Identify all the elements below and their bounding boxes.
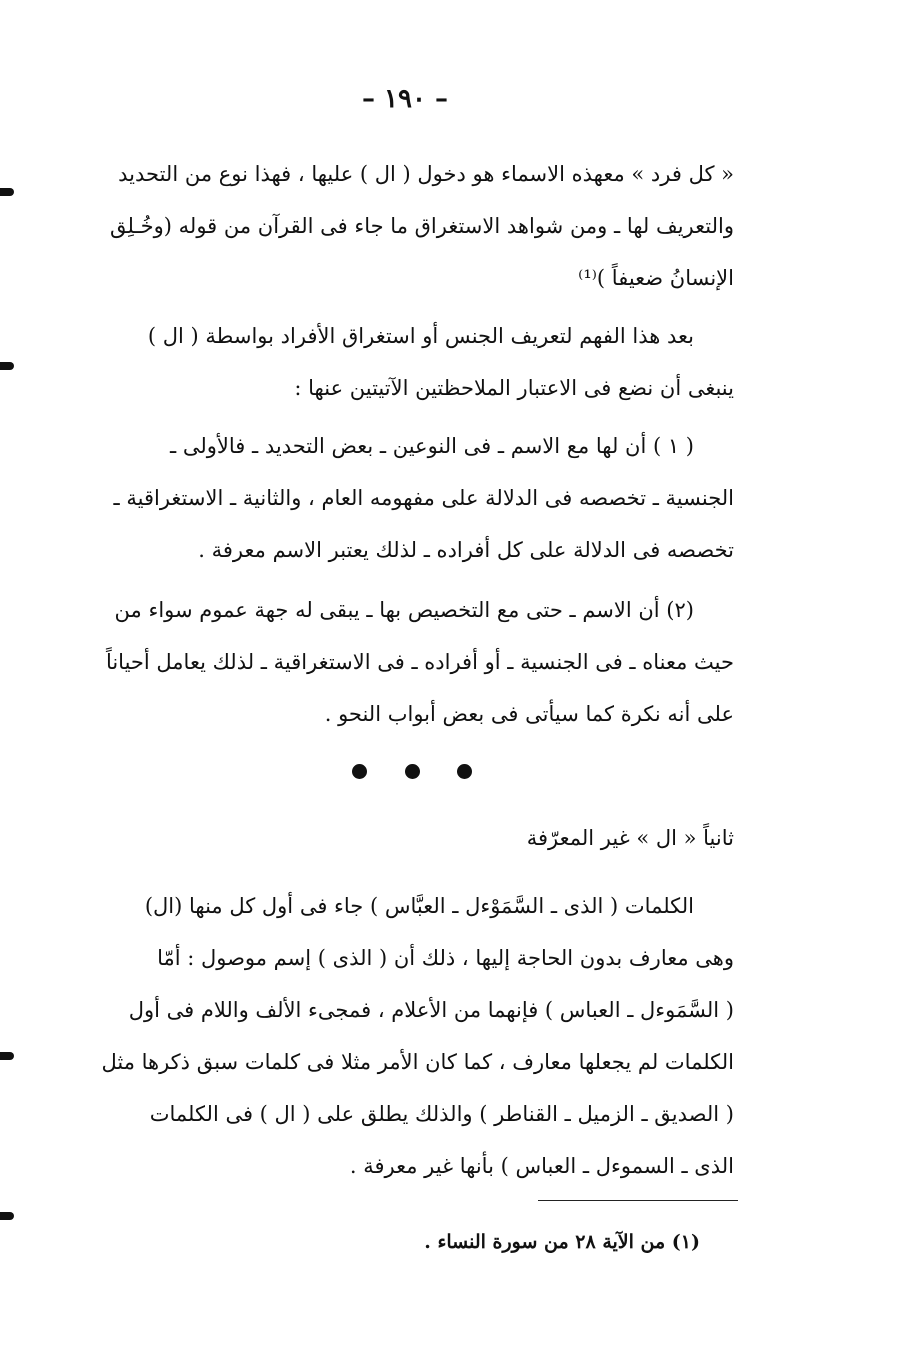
binding-mark	[0, 362, 14, 370]
note-item-2	[88, 584, 734, 744]
text-line: (٢) أن الاسم ـ حتى مع التخصيص بها ـ يبقى له جهة عموم سواء من	[114, 598, 694, 622]
binding-mark	[0, 1212, 14, 1220]
text-line: حيث معناه ـ فى الجنسية ـ أو أفراده ـ فى الاستغراقية ـ لذلك يعامل أحياناً	[105, 650, 734, 674]
text-line: ينبغى أن نضع فى الاعتبار الملاحظتين الآتيتين عنها :	[294, 376, 734, 400]
binding-mark	[0, 1052, 14, 1060]
paragraph-5	[88, 880, 734, 1178]
text-line: وهى معارف بدون الحاجة إليها ، ذلك أن ( الذى ) إسم موصول : أمّا	[157, 946, 734, 970]
page-number: – ١٩٠ –	[361, 84, 449, 114]
text-line: الجنسية ـ تخصصه فى الدلالة على مفهومه العام ، والثانية ـ الاستغراقية ـ	[113, 486, 734, 510]
separator-dot	[352, 764, 367, 779]
text-line: الكلمات لم يجعلها معارف ، كما كان الأمر مثلا فى كلمات سبق ذكرها مثل	[101, 1050, 734, 1074]
text-line: بعد هذا الفهم لتعريف الجنس أو استغراق الأفراد بواسطة ( ال )	[147, 324, 694, 348]
text-line: ( ١ ) أن لها مع الاسم ـ فى النوعين ـ بعض التحديد ـ فالأولى ـ	[170, 434, 694, 458]
footnote: (١) من الآية ٢٨ من سورة النساء .	[424, 1231, 700, 1253]
text-line: الإنسانُ ضعيفاً )⁽¹⁾	[578, 266, 734, 290]
section-separator	[352, 760, 472, 782]
paragraph-2	[88, 310, 734, 416]
text-line: ( الصديق ـ الزميل ـ القناطر ) والذلك يطلق على ( ال ) فى الكلمات	[149, 1102, 734, 1126]
note-item-1	[88, 420, 734, 580]
section-heading: ثانياً « ال » غير المعرّفة	[526, 826, 734, 850]
footnote-divider	[538, 1200, 738, 1201]
text-line: ( السَّمَوءل ـ العباس ) فإنهما من الأعلام ، فمجىء الألف واللام فى أول	[128, 998, 734, 1022]
text-line: على أنه نكرة كما سيأتى فى بعض أبواب النحو .	[324, 702, 734, 726]
separator-dot	[457, 764, 472, 779]
binding-mark	[0, 188, 14, 196]
text-line: تخصصه فى الدلالة على كل أفراده ـ لذلك يعتبر الاسم معرفة .	[198, 538, 734, 562]
text-line: الكلمات ( الذى ـ السَّمَوْءل ـ العبَّاس ) جاء فى أول كل منها (ال)	[144, 894, 694, 918]
text-line: والتعريف لها ـ ومن شواهد الاستغراق ما جاء فى القرآن من قوله (وخُـلِق	[110, 214, 734, 238]
separator-dot	[405, 764, 420, 779]
text-line: الذى ـ السموءل ـ العباس ) بأنها غير معرفة .	[349, 1154, 734, 1178]
text-line: « كل فرد » معهذه الاسماء هو دخول ( ال ) عليها ، فهذا نوع من التحديد	[118, 162, 734, 186]
paragraph-1	[88, 148, 734, 308]
